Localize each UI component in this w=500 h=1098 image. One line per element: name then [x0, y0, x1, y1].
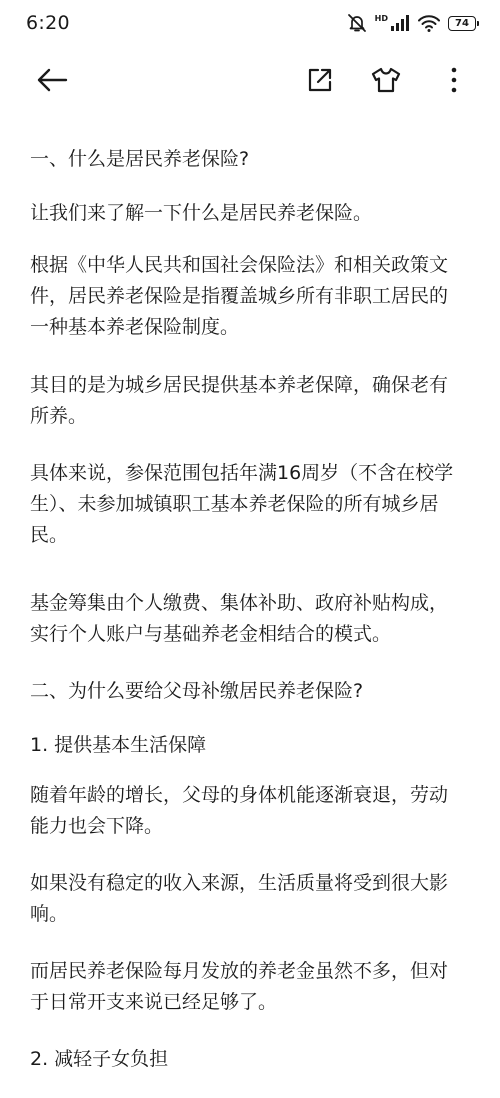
- mute-bell-icon: [347, 13, 367, 33]
- arrow-left-icon: [36, 68, 68, 92]
- paragraph: 随着年龄的增长，父母的身体机能逐渐衰退，劳动 能力也会下降。: [30, 784, 449, 837]
- status-bar: [0, 0, 500, 46]
- back-button[interactable]: [28, 56, 76, 104]
- subheading: 1. 提供基本生活保障: [30, 734, 207, 756]
- status-time: 6:20: [26, 12, 70, 34]
- paragraph: 基金筹集由个人缴费、集体补助、政府补贴构成， 实行个人账户与基础养老金相结合的模式。: [30, 592, 449, 645]
- share-external-icon: [307, 67, 333, 93]
- heading-why: 二、为什么要给父母补缴居民养老保险?: [30, 680, 364, 702]
- more-button[interactable]: [430, 56, 478, 104]
- paragraph: 具体来说，参保范围包括年满16周岁（不含在校学 生）、未参加城镇职工基本养老保险的所有城乡居 民。: [30, 462, 454, 546]
- top-toolbar: [0, 46, 500, 114]
- paragraph: 如果没有稳定的收入来源，生活质量将受到很大影 响。: [30, 872, 449, 925]
- paragraph: 让我们来了解一下什么是居民养老保险。: [30, 202, 373, 224]
- network-label: HD: [374, 13, 388, 23]
- paragraph: 根据《中华人民共和国社会保险法》和相关政策文 件，居民养老保险是指覆盖城乡所有非职工居民的 一种基本养老保险制度。: [30, 254, 449, 338]
- battery-icon: [448, 16, 476, 31]
- more-vertical-icon: [450, 67, 458, 93]
- paragraph: 其目的是为城乡居民提供基本养老保障，确保老有 所养。: [30, 374, 449, 427]
- heading-what-is: 一、什么是居民养老保险?: [30, 148, 250, 170]
- tshirt-icon: [371, 67, 401, 93]
- battery-level: 74: [455, 17, 469, 29]
- wifi-icon: [418, 15, 440, 32]
- share-button[interactable]: [296, 56, 344, 104]
- theme-button[interactable]: [362, 56, 410, 104]
- status-icons: [347, 13, 476, 33]
- subheading: 2. 减轻子女负担: [30, 1048, 169, 1070]
- signal-icon: [390, 15, 410, 31]
- paragraph: 而居民养老保险每月发放的养老金虽然不多，但对 于日常开支来说已经足够了。: [30, 960, 449, 1013]
